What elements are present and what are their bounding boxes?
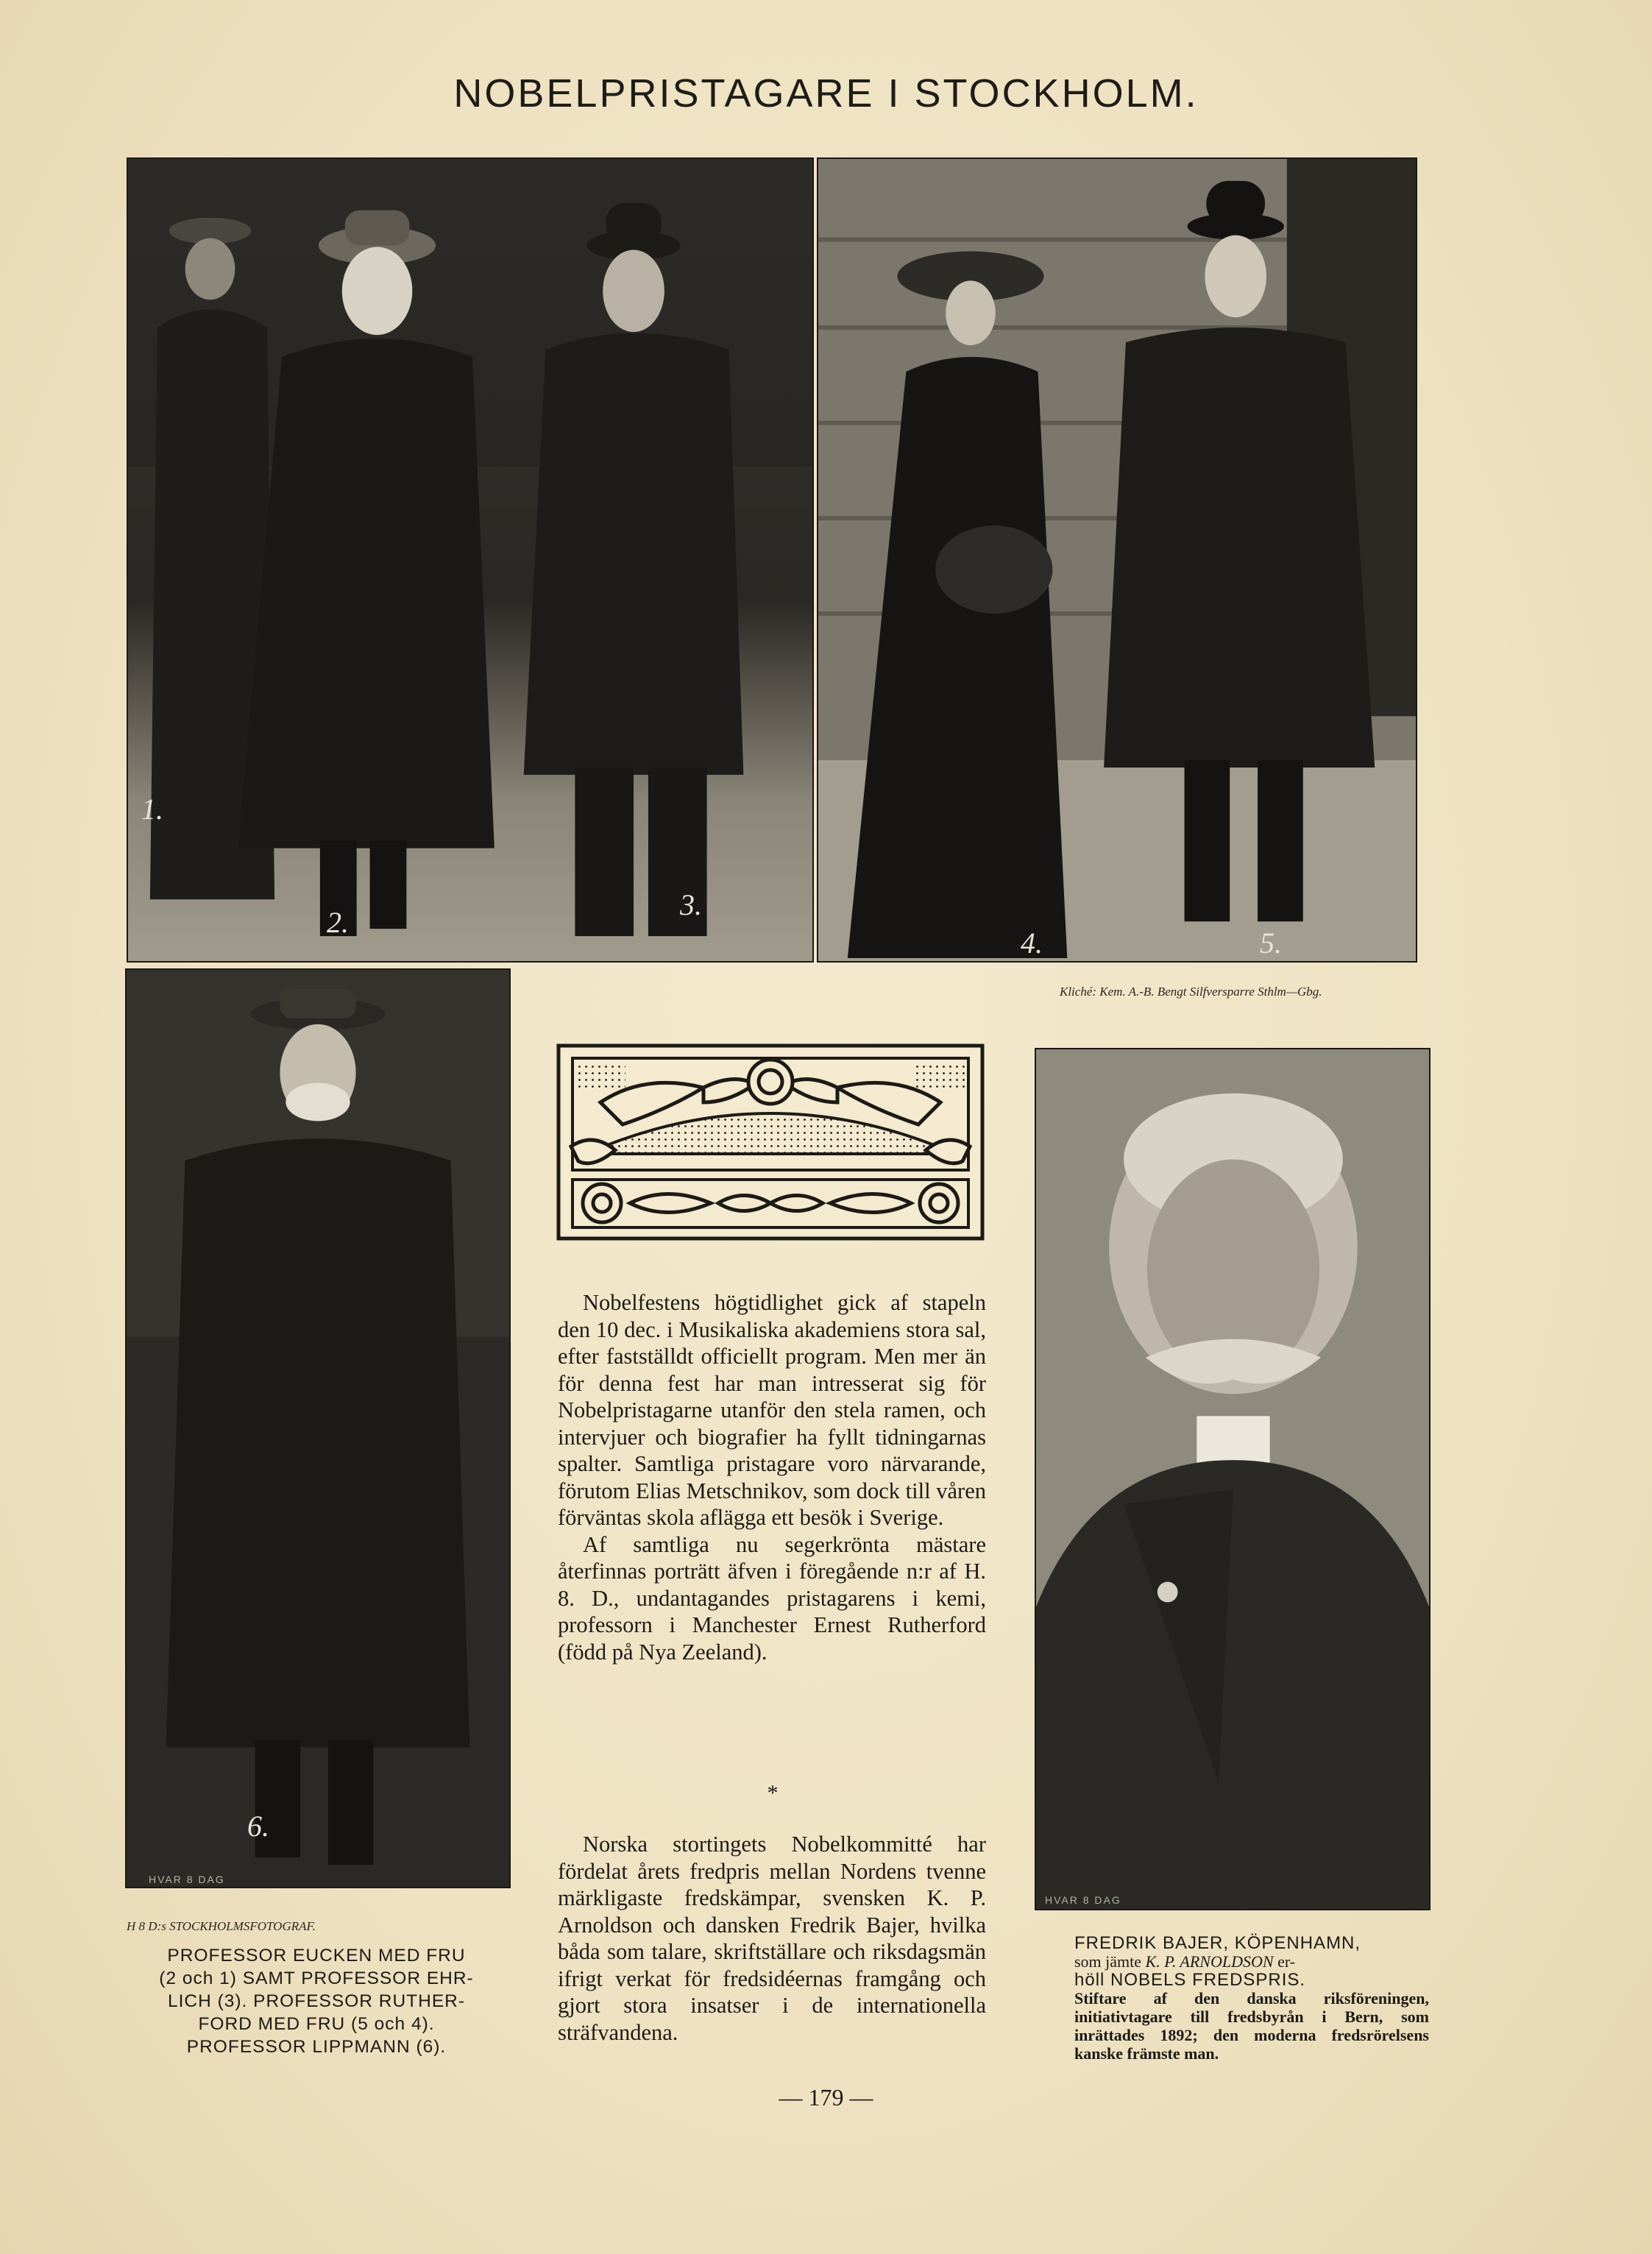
caption-text: som jämte — [1074, 1952, 1146, 1971]
photo-lippmann-image — [127, 970, 509, 1887]
page-number: — 179 — — [779, 2084, 873, 2111]
photo-label-4: 4. — [1021, 926, 1043, 960]
photo-label-2: 2. — [327, 906, 349, 939]
rose-ornament-icon — [556, 1043, 985, 1241]
decorative-ornament — [556, 1043, 985, 1241]
photo-fredrik-bajer — [1035, 1048, 1431, 1910]
caption-line: LICH (3). PROFESSOR RUTHER- — [167, 1991, 466, 2011]
caption-description: Stiftare af den danska riksföreningen, initiativtagare till fredsbyrån i Bern, som inrättades 1892; den moderna fredsrörelsens kanske främste man. — [1074, 1989, 1429, 2063]
caption-group-photos — [118, 1944, 515, 2058]
caption-name-arnoldson: K. P. ARNOLDSON — [1145, 1952, 1274, 1971]
article-paragraph: Nobelfestens högtidlighet gick af stapeln den 10 dec. i Musikaliska akademiens stora sal, efter fastställdt officiellt program. Men mer än för denna fest har man intresserat sig för Nobelpristagarne utanför den stela ramen, och intervjuer och biografier ha fyllt tidningarnas spalter. Samtliga pristagare voro närvarande, förutom Elias Metschnikov, som dock till våren förväntas skola aflägga ett besök i Sverige. — [558, 1290, 986, 1530]
article-text — [558, 1289, 986, 1665]
photo-three-laureates — [127, 157, 814, 963]
caption-heading: FREDRIK BAJER, KÖPENHAMN, — [1074, 1933, 1361, 1953]
photo-stamp-hvar8dag-left: HVAR 8 DAG — [149, 1874, 225, 1885]
section-separator: * — [767, 1781, 779, 1805]
photo-rutherford-couple-image — [818, 159, 1416, 961]
caption-line — [1074, 1952, 1429, 1971]
caption-bajer — [1074, 1934, 1429, 2063]
photo-label-1: 1. — [141, 793, 163, 826]
photo-stamp-hvar8dag-right: HVAR 8 DAG — [1045, 1894, 1121, 1906]
photo-lippmann — [125, 968, 511, 1888]
photo-credit-stockholmsfotograf: H 8 D:s STOCKHOLMSFOTOGRAF. — [127, 1919, 316, 1933]
photo-three-laureates-image — [128, 159, 812, 961]
caption-text: er- — [1273, 1952, 1296, 1971]
photo-fredrik-bajer-image — [1036, 1049, 1429, 1909]
photo-label-6: 6. — [247, 1810, 269, 1843]
photo-credit-cliche: Kliché: Kem. A.-B. Bengt Silfversparre Sthlm—Gbg. — [1060, 985, 1322, 999]
caption-line: PROFESSOR EUCKEN MED FRU — [167, 1946, 466, 1966]
caption-line: höll NOBELS FREDSPRIS. — [1074, 1970, 1306, 1990]
caption-line: (2 och 1) SAMT PROFESSOR EHR- — [159, 1968, 474, 1988]
photo-label-5: 5. — [1260, 926, 1282, 960]
article-text-peace-prize — [558, 1831, 986, 2046]
caption-line: PROFESSOR LIPPMANN (6). — [186, 2037, 447, 2057]
article-paragraph: Af samtliga nu segerkrönta mästare återfinnas porträtt äfven i föregående n:r af H. 8. D., undantagandes pristagarens i kemi, professorn i Manchester Ernest Rutherford (född på Nya Zeeland). — [558, 1531, 986, 1665]
photo-label-3: 3. — [680, 888, 702, 921]
photo-rutherford-couple — [817, 157, 1417, 963]
article-paragraph: Norska stortingets Nobelkommitté har fördelat årets fredpris mellan Nordens tvenne märkligaste fredskämpar, svensken K. P. Arnoldson och dansken Fredrik Bajer, hvilka båda som talare, skriftställare och riksdagsmän ifrigt verkat för fredsidéernas framgång och gjort stora insatser i de internationella sträfvandena. — [558, 1832, 986, 2045]
caption-line: FORD MED FRU (5 och 4). — [198, 2014, 435, 2034]
page-title: NOBELPRISTAGARE I STOCKHOLM. — [453, 71, 1199, 116]
